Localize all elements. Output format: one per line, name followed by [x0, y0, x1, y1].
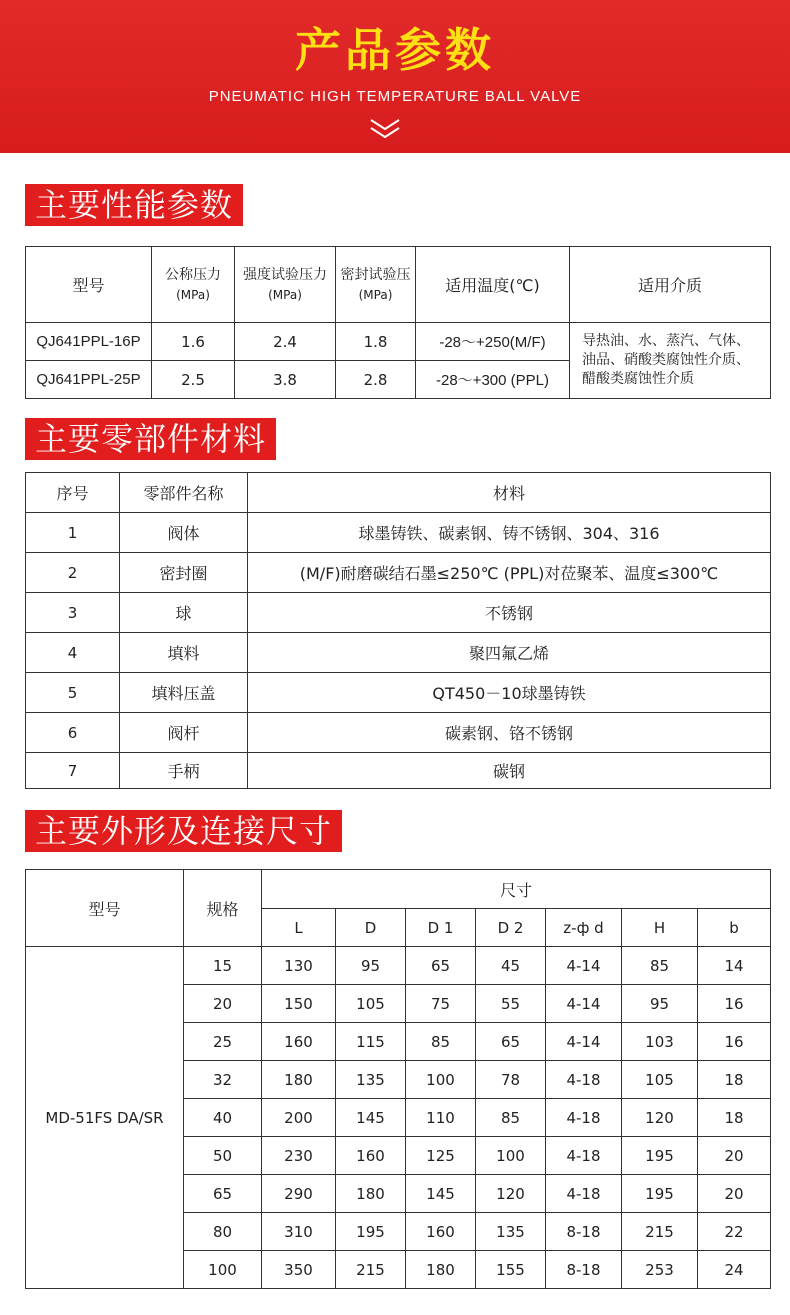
table-row: 6 阀杆 碳素钢、铬不锈钢 [26, 713, 771, 753]
value-cell: 200 [262, 1099, 336, 1137]
table-row: 7 手柄 碳钢 [26, 753, 771, 789]
table-row: 1 阀体 球墨铸铁、碳素钢、铸不锈钢、304、316 [26, 513, 771, 553]
performance-table [25, 246, 771, 399]
table-row: 5 填料压盖 QT450－10球墨铸铁 [26, 673, 771, 713]
value-cell: 75 [406, 985, 476, 1023]
header-seal-test: 密封试验压 (MPa) [336, 247, 416, 323]
value-cell: 253 [622, 1251, 698, 1289]
value-cell: 4-14 [546, 985, 622, 1023]
spec-cell: 65 [184, 1175, 262, 1213]
value-cell: 130 [262, 947, 336, 985]
value-cell: 4-18 [546, 1137, 622, 1175]
value-cell: 95 [622, 985, 698, 1023]
value-cell: 195 [622, 1137, 698, 1175]
value-cell: 4-18 [546, 1175, 622, 1213]
value-cell: 4-18 [546, 1099, 622, 1137]
value-cell: 85 [622, 947, 698, 985]
performance-heading: 主要性能参数 [25, 184, 243, 226]
spec-cell: 80 [184, 1213, 262, 1251]
spec-cell: 32 [184, 1061, 262, 1099]
value-cell: 103 [622, 1023, 698, 1061]
materials-header-row: 序号 零部件名称 材料 [26, 473, 771, 513]
value-cell: 16 [698, 1023, 771, 1061]
value-cell: 78 [476, 1061, 546, 1099]
value-cell: 125 [406, 1137, 476, 1175]
value-cell: 18 [698, 1099, 771, 1137]
materials-table [25, 472, 771, 789]
value-cell: 180 [406, 1251, 476, 1289]
value-cell: 350 [262, 1251, 336, 1289]
table-row [26, 947, 771, 985]
value-cell: 135 [336, 1061, 406, 1099]
value-cell: 95 [336, 947, 406, 985]
header-nominal-pressure: 公称压力 (MPa) [152, 247, 235, 323]
header-model: 型号 [26, 247, 152, 323]
value-cell: 290 [262, 1175, 336, 1213]
value-cell: 215 [622, 1213, 698, 1251]
spec-cell: 50 [184, 1137, 262, 1175]
value-cell: 215 [336, 1251, 406, 1289]
header-strength-test: 强度试验压力 (MPa) [235, 247, 336, 323]
value-cell: 135 [476, 1213, 546, 1251]
value-cell: 120 [476, 1175, 546, 1213]
dimensions-subheader-row: L D D 1 D 2 z-ф d H b [26, 909, 771, 947]
value-cell: 160 [262, 1023, 336, 1061]
value-cell: 85 [476, 1099, 546, 1137]
table-row: 4 填料 聚四氟乙烯 [26, 633, 771, 673]
table-row: QJ641PPL-25P 2.5 3.8 2.8 -28～+300 (PPL) [26, 361, 771, 399]
value-cell: 160 [336, 1137, 406, 1175]
value-cell: 115 [336, 1023, 406, 1061]
value-cell: 4-14 [546, 1023, 622, 1061]
value-cell: 100 [476, 1137, 546, 1175]
header-banner [0, 0, 790, 153]
value-cell: 100 [406, 1061, 476, 1099]
value-cell: 65 [476, 1023, 546, 1061]
value-cell: 24 [698, 1251, 771, 1289]
spec-cell: 40 [184, 1099, 262, 1137]
value-cell: 105 [622, 1061, 698, 1099]
value-cell: 85 [406, 1023, 476, 1061]
materials-heading: 主要零部件材料 [25, 418, 276, 460]
dimensions-header-row: 型号 规格 尺寸 [26, 870, 771, 909]
value-cell: 230 [262, 1137, 336, 1175]
value-cell: 4-18 [546, 1061, 622, 1099]
spec-cell: 100 [184, 1251, 262, 1289]
header-temperature: 适用温度(℃) [416, 247, 570, 323]
value-cell: 105 [336, 985, 406, 1023]
value-cell: 65 [406, 947, 476, 985]
page-subtitle: PNEUMATIC HIGH TEMPERATURE BALL VALVE [208, 88, 582, 105]
value-cell: 22 [698, 1213, 771, 1251]
value-cell: 120 [622, 1099, 698, 1137]
value-cell: 20 [698, 1137, 771, 1175]
value-cell: 18 [698, 1061, 771, 1099]
value-cell: 8-18 [546, 1213, 622, 1251]
spec-cell: 20 [184, 985, 262, 1023]
value-cell: 16 [698, 985, 771, 1023]
value-cell: 145 [336, 1099, 406, 1137]
value-cell: 195 [336, 1213, 406, 1251]
page-title: 产品参数 [295, 23, 495, 77]
dimensions-table [25, 869, 771, 1289]
value-cell: 45 [476, 947, 546, 985]
value-cell: 160 [406, 1213, 476, 1251]
value-cell: 195 [622, 1175, 698, 1213]
performance-header-row [26, 247, 771, 323]
value-cell: 145 [406, 1175, 476, 1213]
value-cell: 14 [698, 947, 771, 985]
model-cell: MD-51FS DA/SR [26, 947, 184, 1289]
table-row: 3 球 不锈钢 [26, 593, 771, 633]
value-cell: 155 [476, 1251, 546, 1289]
table-row: 2 密封圈 (M/F)耐磨碳结石墨≤250℃ (PPL)对莅聚苯、温度≤300℃ [26, 553, 771, 593]
value-cell: 55 [476, 985, 546, 1023]
value-cell: 8-18 [546, 1251, 622, 1289]
value-cell: 110 [406, 1099, 476, 1137]
value-cell: 310 [262, 1213, 336, 1251]
spec-cell: 25 [184, 1023, 262, 1061]
value-cell: 20 [698, 1175, 771, 1213]
value-cell: 180 [262, 1061, 336, 1099]
value-cell: 180 [336, 1175, 406, 1213]
value-cell: 150 [262, 985, 336, 1023]
double-chevron-down-icon [368, 116, 402, 142]
header-media: 适用介质 [570, 247, 771, 323]
media-cell: 导热油、水、蒸汽、气体、 油品、硝酸类腐蚀性介质、 醋酸类腐蚀性介质 [570, 323, 771, 399]
spec-cell: 15 [184, 947, 262, 985]
dimensions-heading: 主要外形及连接尺寸 [25, 810, 342, 852]
table-row: QJ641PPL-16P 1.6 2.4 1.8 -28～+250(M/F) 导热油、水、蒸汽、气体、 油品、硝酸类腐蚀性介质、 醋酸类腐蚀性介质 [26, 323, 771, 361]
value-cell: 4-14 [546, 947, 622, 985]
